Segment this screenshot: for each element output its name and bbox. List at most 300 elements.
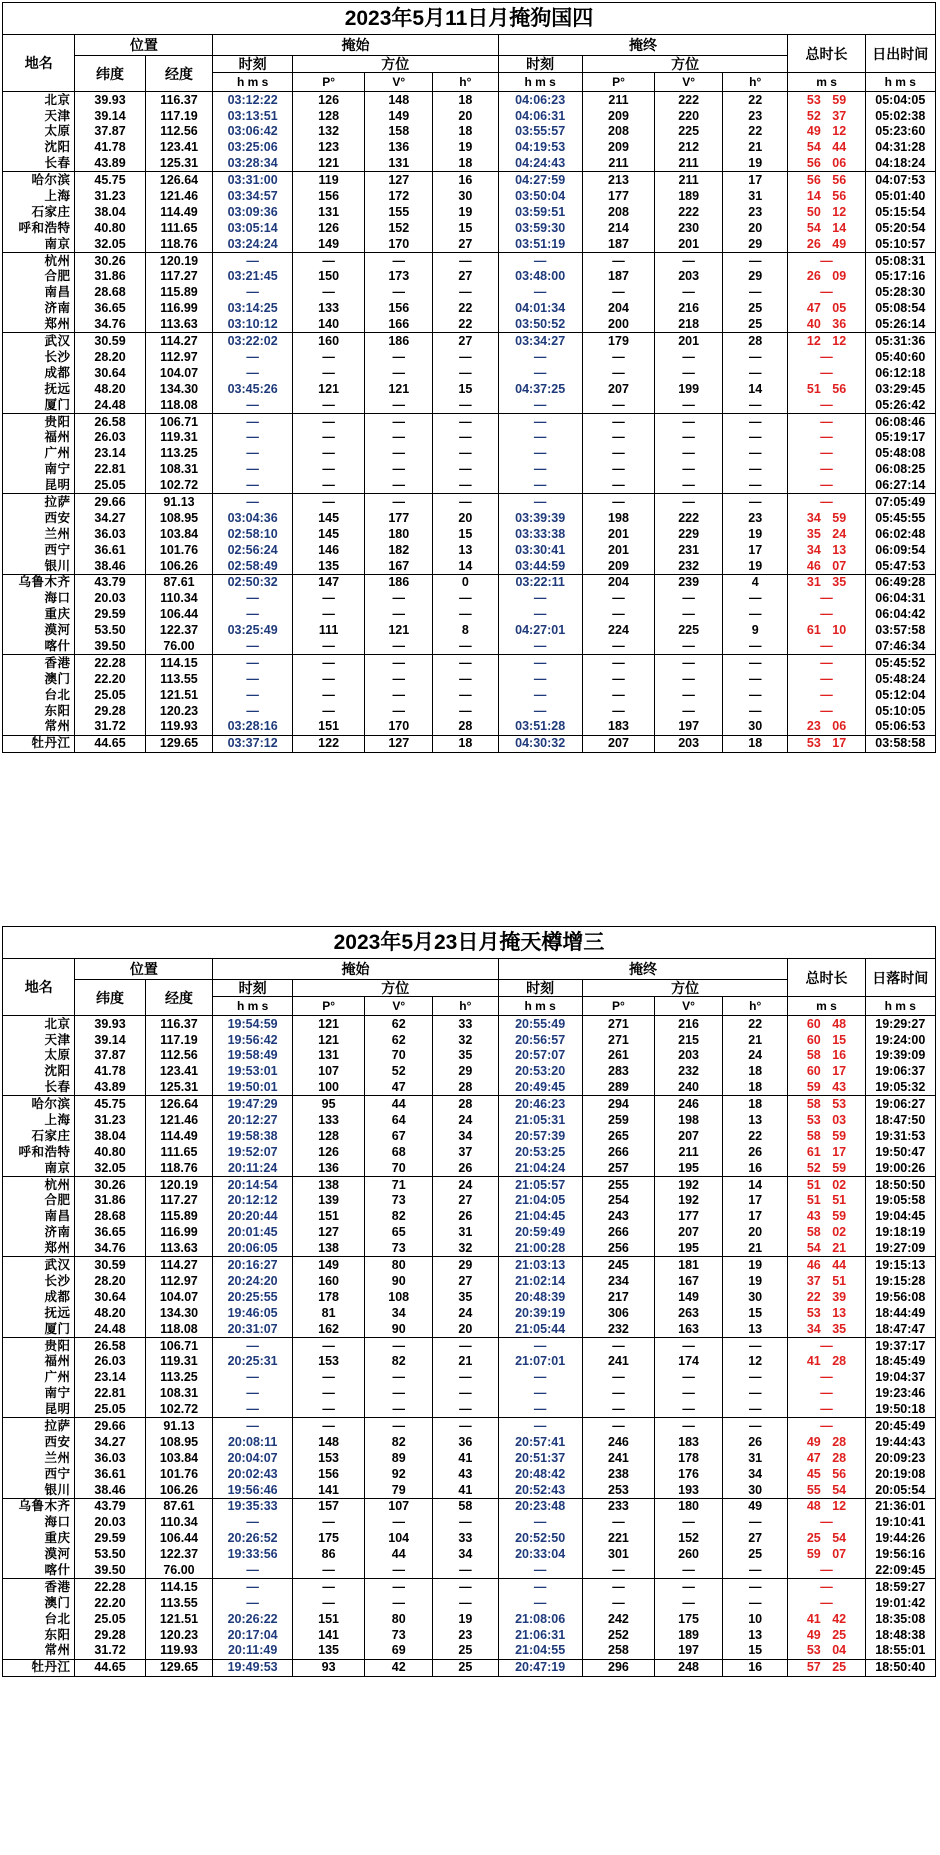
start-p: 156 — [292, 188, 364, 204]
total-duration: — — [788, 1385, 865, 1401]
occultation-table-2 — [2, 926, 936, 1677]
end-v: 180 — [655, 1498, 723, 1514]
sun-time: 06:12:18 — [865, 365, 935, 381]
end-time: 21:05:44 — [498, 1321, 582, 1337]
place-name: 重庆 — [3, 607, 75, 623]
end-time: 04:01:34 — [498, 301, 582, 317]
end-h: 18 — [722, 1064, 787, 1080]
sun-time: 20:05:54 — [865, 1482, 935, 1498]
latitude: 29.28 — [75, 703, 145, 719]
end-time: 21:07:01 — [498, 1354, 582, 1370]
end-v: 229 — [655, 526, 723, 542]
longitude: 112.56 — [145, 1048, 213, 1064]
place-name: 长沙 — [3, 349, 75, 365]
start-v: 148 — [365, 92, 433, 108]
total-duration: — — [788, 477, 865, 493]
place-name: 武汉 — [3, 1257, 75, 1273]
longitude: 134.30 — [145, 1305, 213, 1321]
sun-time: 19:56:16 — [865, 1546, 935, 1562]
latitude: 31.86 — [75, 269, 145, 285]
start-p: — — [292, 687, 364, 703]
longitude: 101.76 — [145, 1466, 213, 1482]
longitude: 114.27 — [145, 1257, 213, 1273]
end-time: 03:48:00 — [498, 269, 582, 285]
end-p: — — [582, 671, 654, 687]
sun-time: 19:05:58 — [865, 1193, 935, 1209]
sun-time: 18:47:47 — [865, 1321, 935, 1337]
end-time: 03:30:41 — [498, 542, 582, 558]
end-time: — — [498, 397, 582, 413]
end-p: 252 — [582, 1627, 654, 1643]
start-time: 20:02:43 — [213, 1466, 292, 1482]
latitude: 32.05 — [75, 236, 145, 252]
start-p: 100 — [292, 1080, 364, 1096]
total-duration: — — [788, 1579, 865, 1595]
end-h: 31 — [722, 1450, 787, 1466]
place-name: 兰州 — [3, 526, 75, 542]
end-v: 222 — [655, 204, 723, 220]
table-row — [3, 1096, 936, 1112]
place-name: 重庆 — [3, 1531, 75, 1547]
end-time: 20:39:19 — [498, 1305, 582, 1321]
end-time: 03:34:27 — [498, 333, 582, 349]
table-row — [3, 461, 936, 477]
end-v: 178 — [655, 1450, 723, 1466]
end-v: 222 — [655, 92, 723, 108]
total-duration: 23 06 — [788, 719, 865, 735]
sun-time: 19:00:26 — [865, 1160, 935, 1176]
place-name: 牡丹江 — [3, 735, 75, 752]
table-row — [3, 622, 936, 638]
sun-time: 05:17:16 — [865, 269, 935, 285]
start-time: 03:12:22 — [213, 92, 292, 108]
end-h: 19 — [723, 558, 788, 574]
longitude: 112.56 — [145, 124, 213, 140]
end-p: 200 — [582, 316, 654, 332]
table-row — [3, 1579, 936, 1595]
end-h: 17 — [723, 172, 788, 188]
start-time: — — [213, 430, 292, 446]
start-v: 82 — [365, 1434, 433, 1450]
start-time: — — [213, 365, 292, 381]
latitude: 53.50 — [75, 1546, 145, 1562]
end-v: 193 — [655, 1482, 723, 1498]
start-p: 131 — [292, 1048, 364, 1064]
header-start-hms: h m s — [213, 73, 292, 92]
end-h: — — [722, 1401, 787, 1417]
start-time: 20:26:22 — [213, 1611, 292, 1627]
place-name: 武汉 — [3, 333, 75, 349]
end-p: 187 — [582, 269, 654, 285]
start-h: 22 — [433, 301, 498, 317]
place-name: 南昌 — [3, 1209, 75, 1225]
table-row — [3, 252, 936, 268]
sun-time: 05:26:14 — [865, 316, 935, 332]
sun-time: 18:45:49 — [865, 1354, 935, 1370]
end-time: 20:57:07 — [498, 1048, 582, 1064]
place-name: 太原 — [3, 124, 75, 140]
sun-time: 05:15:54 — [865, 204, 935, 220]
sun-time: 05:28:30 — [865, 285, 935, 301]
place-name: 西安 — [3, 510, 75, 526]
header-end-time: 时刻 — [498, 56, 582, 73]
start-h: 43 — [433, 1466, 498, 1482]
place-name: 银川 — [3, 1482, 75, 1498]
start-time: 19:58:38 — [213, 1128, 292, 1144]
place-name: 西安 — [3, 1434, 75, 1450]
end-time: — — [498, 1515, 582, 1531]
start-v: 127 — [365, 735, 433, 752]
end-p: — — [582, 413, 654, 429]
end-v: 215 — [655, 1032, 723, 1048]
end-v: 192 — [655, 1193, 723, 1209]
end-h: 20 — [722, 1225, 787, 1241]
place-name: 南京 — [3, 1160, 75, 1176]
sun-time: 06:08:46 — [865, 413, 935, 429]
start-v: 92 — [365, 1466, 433, 1482]
end-p: 179 — [582, 333, 654, 349]
end-time: — — [498, 1562, 582, 1578]
start-v: 104 — [365, 1531, 433, 1547]
end-time: 20:49:45 — [498, 1080, 582, 1096]
sun-time: 19:01:42 — [865, 1595, 935, 1611]
end-time: 04:06:31 — [498, 108, 582, 124]
start-h: 16 — [433, 172, 498, 188]
total-duration: 53 03 — [788, 1112, 865, 1128]
table-title: 2023年5月23日月掩天樽增三 — [3, 927, 936, 959]
start-h: 35 — [433, 1048, 498, 1064]
total-duration: — — [788, 285, 865, 301]
end-p: 238 — [582, 1466, 654, 1482]
end-time: 04:27:01 — [498, 622, 582, 638]
start-time: 03:04:36 — [213, 510, 292, 526]
longitude: 121.46 — [145, 188, 213, 204]
end-time: — — [498, 671, 582, 687]
end-time: 03:39:39 — [498, 510, 582, 526]
start-v: 62 — [365, 1016, 433, 1032]
end-v: 199 — [655, 381, 723, 397]
end-h: — — [722, 1337, 787, 1353]
end-h: — — [722, 1579, 787, 1595]
end-p: 283 — [582, 1064, 654, 1080]
sun-time: 05:45:55 — [865, 510, 935, 526]
start-p: 128 — [292, 108, 364, 124]
total-duration: — — [788, 1401, 865, 1417]
end-p: — — [582, 1337, 654, 1353]
total-duration: 47 05 — [788, 301, 865, 317]
end-p: 266 — [582, 1225, 654, 1241]
start-v: 90 — [365, 1273, 433, 1289]
start-p: 156 — [292, 1466, 364, 1482]
latitude: 39.93 — [75, 92, 145, 108]
start-p: 121 — [292, 156, 364, 172]
latitude: 45.75 — [75, 172, 145, 188]
start-p: 157 — [292, 1498, 364, 1514]
start-v: 121 — [365, 622, 433, 638]
table-row — [3, 1193, 936, 1209]
table-row — [3, 574, 936, 590]
start-h: 14 — [433, 558, 498, 574]
table-row — [3, 494, 936, 510]
header-start: 掩始 — [213, 35, 498, 56]
longitude: 87.61 — [145, 574, 213, 590]
place-name: 沈阳 — [3, 1064, 75, 1080]
table-row — [3, 1176, 936, 1192]
start-p: 135 — [292, 1643, 364, 1659]
end-time: 20:47:19 — [498, 1659, 582, 1676]
start-time: 20:12:27 — [213, 1112, 292, 1128]
place-name: 南宁 — [3, 461, 75, 477]
end-time: — — [498, 285, 582, 301]
start-v: 186 — [365, 333, 433, 349]
longitude: 108.95 — [145, 510, 213, 526]
end-v: 195 — [655, 1160, 723, 1176]
start-p: 121 — [292, 381, 364, 397]
longitude: 120.23 — [145, 703, 213, 719]
start-time: 19:46:05 — [213, 1305, 292, 1321]
total-duration: — — [788, 1515, 865, 1531]
table-row — [3, 301, 936, 317]
end-h: — — [723, 285, 788, 301]
latitude: 25.05 — [75, 687, 145, 703]
start-time: 20:01:45 — [213, 1225, 292, 1241]
end-h: 25 — [723, 301, 788, 317]
end-h: — — [722, 1562, 787, 1578]
start-v: — — [365, 446, 433, 462]
end-v: — — [655, 494, 723, 510]
start-p: — — [292, 1418, 364, 1434]
header-end-azimuth: 方位 — [582, 56, 788, 73]
start-p: 141 — [292, 1627, 364, 1643]
latitude: 36.61 — [75, 542, 145, 558]
place-name: 北京 — [3, 92, 75, 108]
total-duration: 26 49 — [788, 236, 865, 252]
end-time: 20:55:49 — [498, 1016, 582, 1032]
end-v: — — [655, 430, 723, 446]
longitude: 119.31 — [145, 430, 213, 446]
start-p: — — [292, 446, 364, 462]
total-duration: 53 17 — [788, 735, 865, 752]
end-time: 03:22:11 — [498, 574, 582, 590]
end-v: 240 — [655, 1080, 723, 1096]
end-h: 13 — [722, 1321, 787, 1337]
latitude: 25.05 — [75, 1611, 145, 1627]
start-v: 107 — [365, 1498, 433, 1514]
start-p: — — [292, 1370, 364, 1386]
start-p: 153 — [292, 1450, 364, 1466]
start-h: 15 — [433, 220, 498, 236]
end-v: — — [655, 397, 723, 413]
end-p: 177 — [582, 188, 654, 204]
end-v: 230 — [655, 220, 723, 236]
latitude: 36.61 — [75, 1466, 145, 1482]
end-h: — — [723, 252, 788, 268]
place-name: 石家庄 — [3, 1128, 75, 1144]
place-name: 太原 — [3, 1048, 75, 1064]
place-name: 厦门 — [3, 397, 75, 413]
start-time: — — [213, 687, 292, 703]
start-time: — — [213, 655, 292, 671]
sun-time: 20:45:49 — [865, 1418, 935, 1434]
start-p: — — [292, 413, 364, 429]
place-name: 福州 — [3, 1354, 75, 1370]
end-p: 213 — [582, 172, 654, 188]
end-time: — — [498, 494, 582, 510]
end-p: 242 — [582, 1611, 654, 1627]
end-time: 21:00:28 — [498, 1240, 582, 1256]
start-p: — — [292, 638, 364, 654]
start-h: 21 — [433, 1354, 498, 1370]
start-time: — — [213, 1515, 292, 1531]
sun-time: 05:19:17 — [865, 430, 935, 446]
end-p: 257 — [582, 1160, 654, 1176]
table-row — [3, 1273, 936, 1289]
end-time: — — [498, 1337, 582, 1353]
end-v: — — [655, 1337, 723, 1353]
start-p: — — [292, 397, 364, 413]
end-p: — — [582, 607, 654, 623]
latitude: 38.04 — [75, 204, 145, 220]
end-p: 241 — [582, 1354, 654, 1370]
start-time: — — [213, 252, 292, 268]
start-v: — — [365, 1401, 433, 1417]
end-h: — — [722, 1370, 787, 1386]
header-end-p: P° — [582, 73, 654, 92]
place-name: 天津 — [3, 108, 75, 124]
header-start-p: P° — [292, 73, 364, 92]
end-time: 21:04:55 — [498, 1643, 582, 1659]
latitude: 29.59 — [75, 607, 145, 623]
start-time: — — [213, 1562, 292, 1578]
place-name: 东阳 — [3, 703, 75, 719]
latitude: 29.28 — [75, 1627, 145, 1643]
start-h: — — [433, 1515, 498, 1531]
start-h: 37 — [433, 1144, 498, 1160]
start-p: — — [292, 461, 364, 477]
sun-time: 05:08:54 — [865, 301, 935, 317]
longitude: 106.71 — [145, 1337, 213, 1353]
table-row — [3, 413, 936, 429]
latitude: 38.46 — [75, 558, 145, 574]
end-v: 174 — [655, 1354, 723, 1370]
end-v: — — [655, 461, 723, 477]
longitude: 126.64 — [145, 1096, 213, 1112]
end-h: 30 — [722, 1289, 787, 1305]
longitude: 120.23 — [145, 1627, 213, 1643]
table-row — [3, 1450, 936, 1466]
sun-time: 06:04:31 — [865, 591, 935, 607]
longitude: 118.76 — [145, 236, 213, 252]
end-p: 217 — [582, 1289, 654, 1305]
latitude: 32.05 — [75, 1160, 145, 1176]
end-time: 20:33:04 — [498, 1546, 582, 1562]
end-v: 220 — [655, 108, 723, 124]
sun-time: 19:44:43 — [865, 1434, 935, 1450]
start-time: — — [213, 285, 292, 301]
longitude: 114.49 — [145, 1128, 213, 1144]
longitude: 134.30 — [145, 381, 213, 397]
start-h: 20 — [433, 108, 498, 124]
start-time: 19:35:33 — [213, 1498, 292, 1514]
longitude: 113.25 — [145, 1370, 213, 1386]
start-time: 19:53:01 — [213, 1064, 292, 1080]
latitude: 44.65 — [75, 1659, 145, 1676]
start-v: — — [365, 494, 433, 510]
sun-time: 18:50:40 — [865, 1659, 935, 1676]
occultation-table-1 — [2, 2, 936, 753]
end-time: — — [498, 655, 582, 671]
end-time: — — [498, 1418, 582, 1434]
start-time: — — [213, 1579, 292, 1595]
latitude: 37.87 — [75, 1048, 145, 1064]
start-p: 149 — [292, 1257, 364, 1273]
longitude: 120.19 — [145, 252, 213, 268]
latitude: 41.78 — [75, 140, 145, 156]
end-p: 246 — [582, 1434, 654, 1450]
sun-time: 19:37:17 — [865, 1337, 935, 1353]
end-p: — — [582, 655, 654, 671]
end-p: 266 — [582, 1144, 654, 1160]
table-row — [3, 1112, 936, 1128]
end-p: — — [582, 397, 654, 413]
start-p: 128 — [292, 1128, 364, 1144]
sun-time: 19:29:27 — [865, 1016, 935, 1032]
end-p: 234 — [582, 1273, 654, 1289]
start-v: — — [365, 1385, 433, 1401]
end-h: 18 — [722, 1080, 787, 1096]
longitude: 76.00 — [145, 1562, 213, 1578]
table-row — [3, 1466, 936, 1482]
total-duration: — — [788, 461, 865, 477]
start-time: 03:21:45 — [213, 269, 292, 285]
header-start-azimuth: 方位 — [292, 980, 498, 997]
table-row — [3, 1305, 936, 1321]
start-v: 121 — [365, 381, 433, 397]
start-time: — — [213, 461, 292, 477]
total-duration: 26 09 — [788, 269, 865, 285]
place-name: 香港 — [3, 655, 75, 671]
table-row — [3, 124, 936, 140]
end-h: 14 — [723, 381, 788, 397]
start-p: 111 — [292, 622, 364, 638]
end-v: 232 — [655, 1064, 723, 1080]
sun-time: 05:10:57 — [865, 236, 935, 252]
end-h: 23 — [723, 510, 788, 526]
sun-time: 19:39:09 — [865, 1048, 935, 1064]
end-p: 233 — [582, 1498, 654, 1514]
table-row — [3, 542, 936, 558]
start-time: 20:24:20 — [213, 1273, 292, 1289]
longitude: 106.71 — [145, 413, 213, 429]
end-time: 21:05:31 — [498, 1112, 582, 1128]
start-p: 127 — [292, 1225, 364, 1241]
start-time: 03:24:24 — [213, 236, 292, 252]
end-v: — — [655, 1401, 723, 1417]
longitude: 116.37 — [145, 1016, 213, 1032]
longitude: 116.99 — [145, 1225, 213, 1241]
latitude: 39.93 — [75, 1016, 145, 1032]
total-duration: 58 59 — [788, 1128, 865, 1144]
place-name: 兰州 — [3, 1450, 75, 1466]
header-place: 地名 — [3, 959, 75, 1016]
start-h: 33 — [433, 1531, 498, 1547]
end-v: 211 — [655, 172, 723, 188]
start-p: — — [292, 1337, 364, 1353]
table-row — [3, 188, 936, 204]
end-p: 183 — [582, 719, 654, 735]
latitude: 20.03 — [75, 591, 145, 607]
end-h: 19 — [722, 1273, 787, 1289]
